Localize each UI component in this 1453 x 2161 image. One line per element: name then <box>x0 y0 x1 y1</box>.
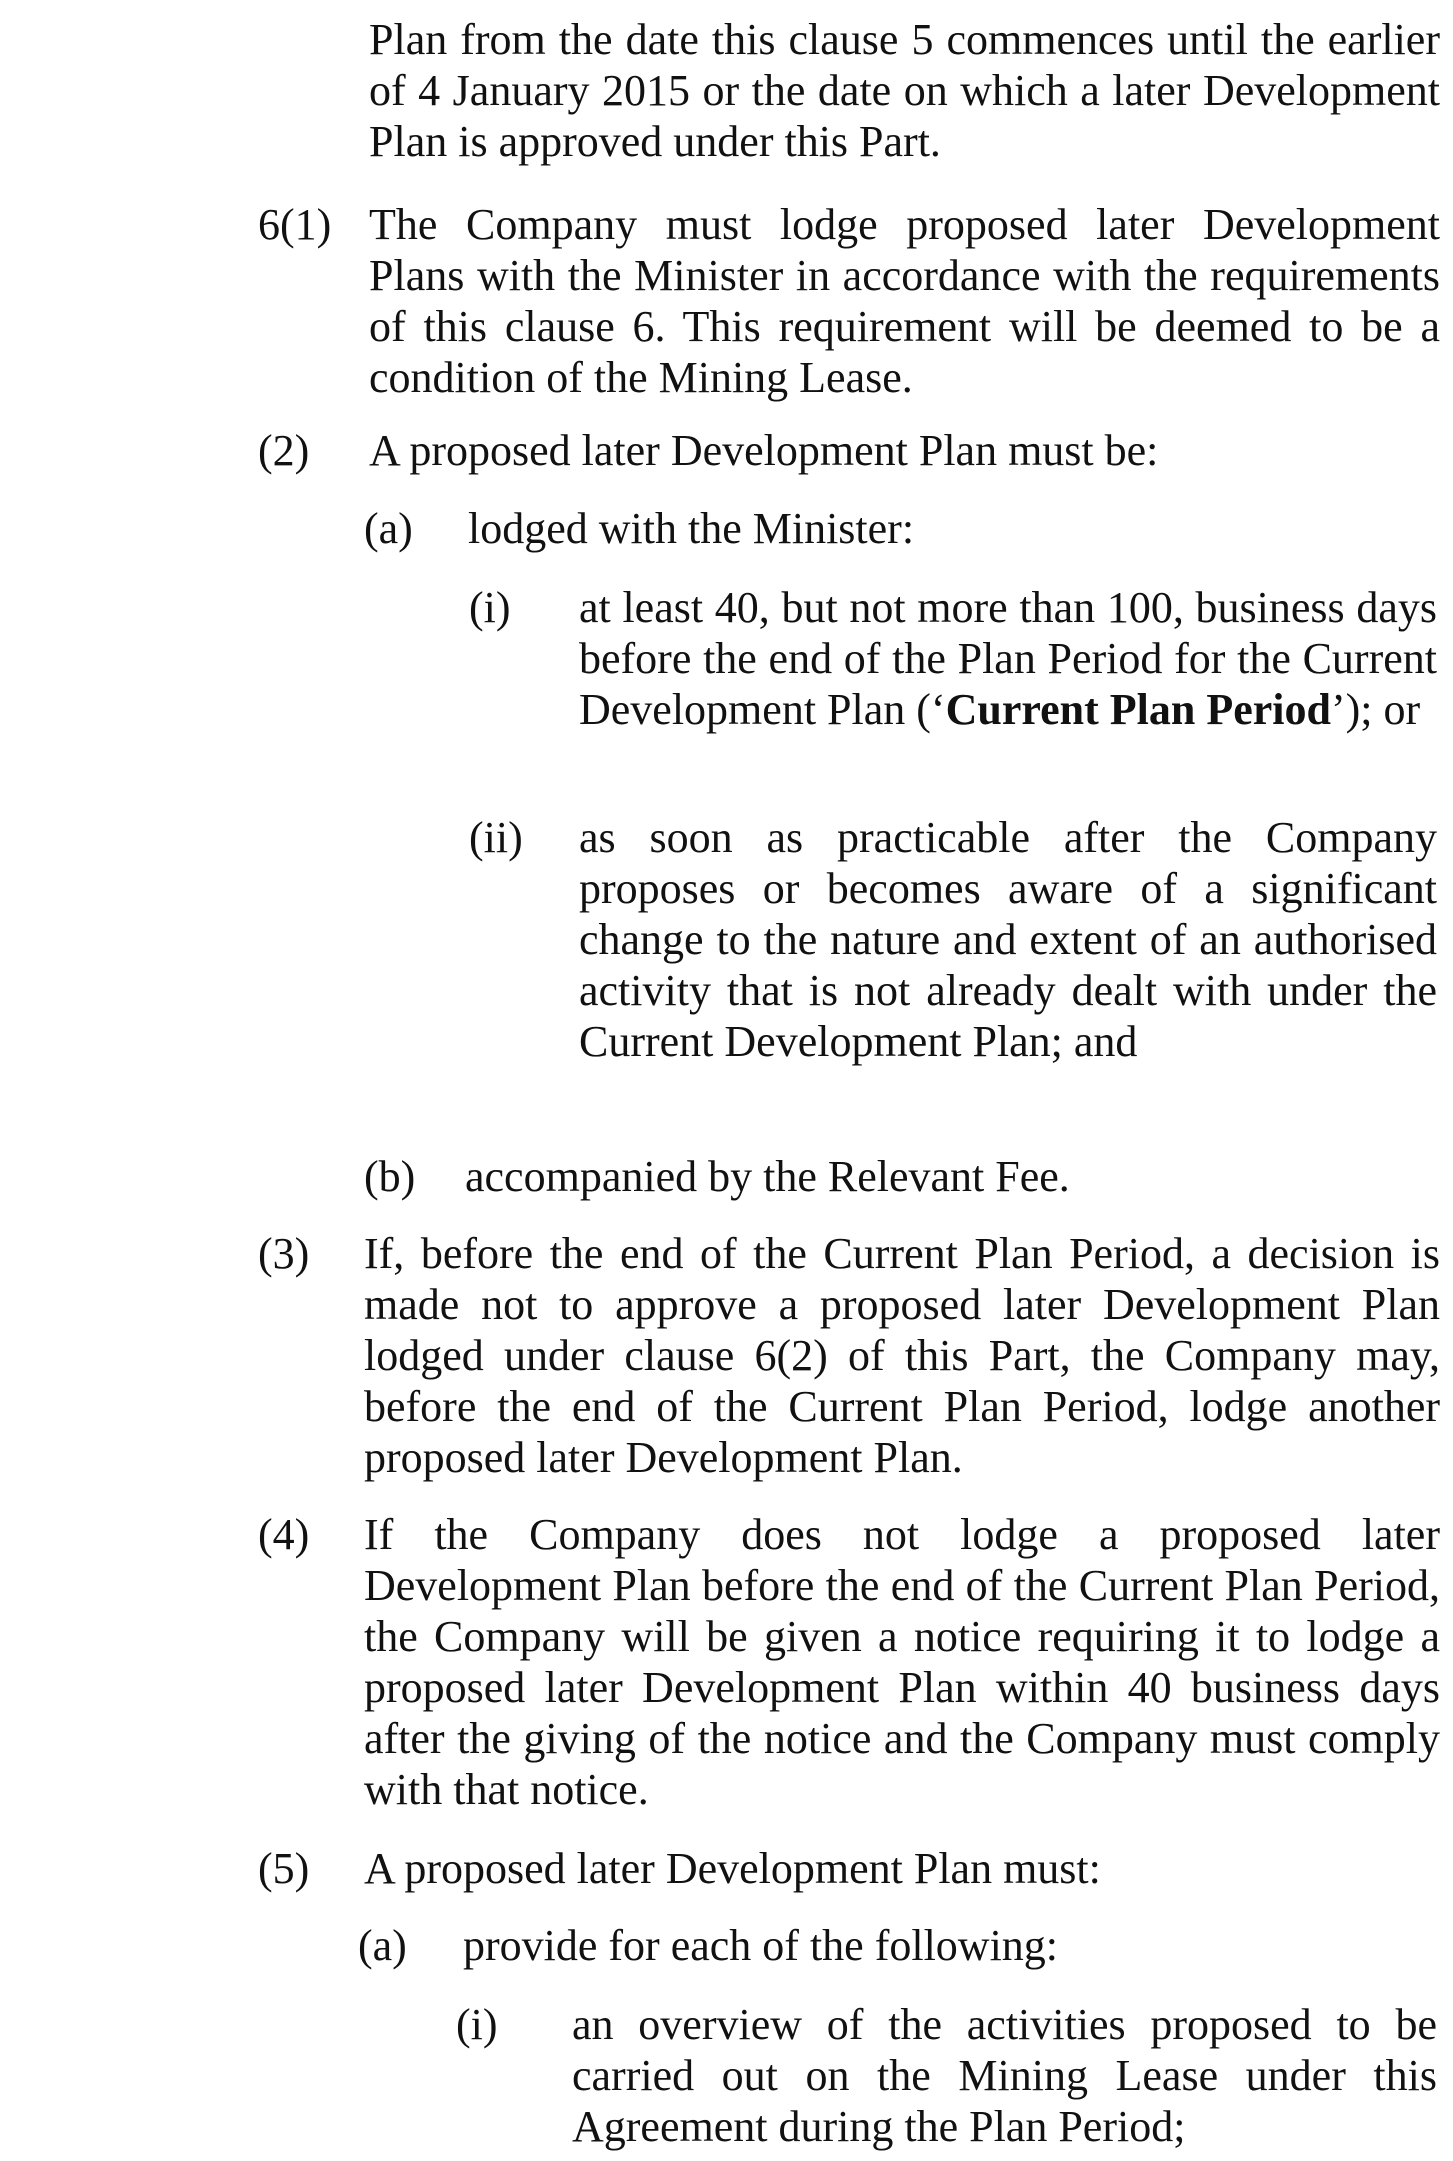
clause-6-1-text: The Company must lodge proposed later Development Plans with the Minister in accordance with the requirements of this clause 6. This requirement will be deemed to be a condition of the Mining Lease. <box>369 200 1440 402</box>
clause-6-4-text: If the Company does not lodge a proposed later Development Plan before the end of the Current Plan Period, the Company will be given a notice requiring it to lodge a proposed later Development Plan within 40 business days after the giving of the notice and the Company must comply with that notice. <box>364 1510 1440 1814</box>
clause-6-2-a-number: (a) <box>364 504 413 553</box>
continuation-paragraph: Plan from the date this clause 5 commences until the earlier of 4 January 2015 or the date on which a later Development Plan is approved under this Part. <box>369 15 1440 166</box>
clause-6-2-a-ii-number: (ii) <box>469 813 523 862</box>
clause-6-2-a-text: lodged with the Minister: <box>468 504 915 553</box>
clause-6-2-number: (2) <box>258 426 310 475</box>
clause-6-5-number: (5) <box>258 1844 310 1893</box>
clause-6-5-a-i-text: an overview of the activities proposed to be carried out on the Mining Lease under this Agreement during the Plan Period; <box>572 2000 1437 2151</box>
clause-6-2-a-i-text-before: at least 40, but not more than 100, business days before the end of the Plan Period for the Current Development Plan (‘ <box>579 583 1437 734</box>
defined-term-current-plan-period: Current Plan Period <box>945 685 1331 734</box>
clause-6-2-text: A proposed later Development Plan must be: <box>369 426 1159 475</box>
clause-6-3-number: (3) <box>258 1229 310 1278</box>
clause-6-2-a-i-text-after: ’); or <box>1330 685 1421 734</box>
clause-6-2-b-text: accompanied by the Relevant Fee. <box>465 1152 1070 1201</box>
clause-6-5-a-i-number: (i) <box>456 2000 498 2049</box>
clause-6-5-a-number: (a) <box>358 1921 407 1970</box>
clause-6-3-text: If, before the end of the Current Plan Period, a decision is made not to approve a proposed later Development Plan lodged under clause 6(2) of this Part, the Company may, before the end of the Current Plan Period, lodge another proposed later Development Plan. <box>364 1229 1440 1482</box>
clause-6-1-number: 6(1) <box>258 200 332 249</box>
clause-6-5-text: A proposed later Development Plan must: <box>364 1844 1101 1893</box>
clause-6-4-number: (4) <box>258 1510 310 1559</box>
clause-6-2-b-number: (b) <box>364 1152 416 1201</box>
clause-6-2-a-i-number: (i) <box>469 583 511 632</box>
clause-6-2-a-ii-text: as soon as practicable after the Company proposes or becomes aware of a significant change to the nature and extent of an authorised activity that is not already dealt with under the Current Development Plan; and <box>579 813 1437 1066</box>
clause-6-5-a-text: provide for each of the following: <box>463 1921 1059 1970</box>
clause-6-2-a-i-text <box>579 582 1437 735</box>
